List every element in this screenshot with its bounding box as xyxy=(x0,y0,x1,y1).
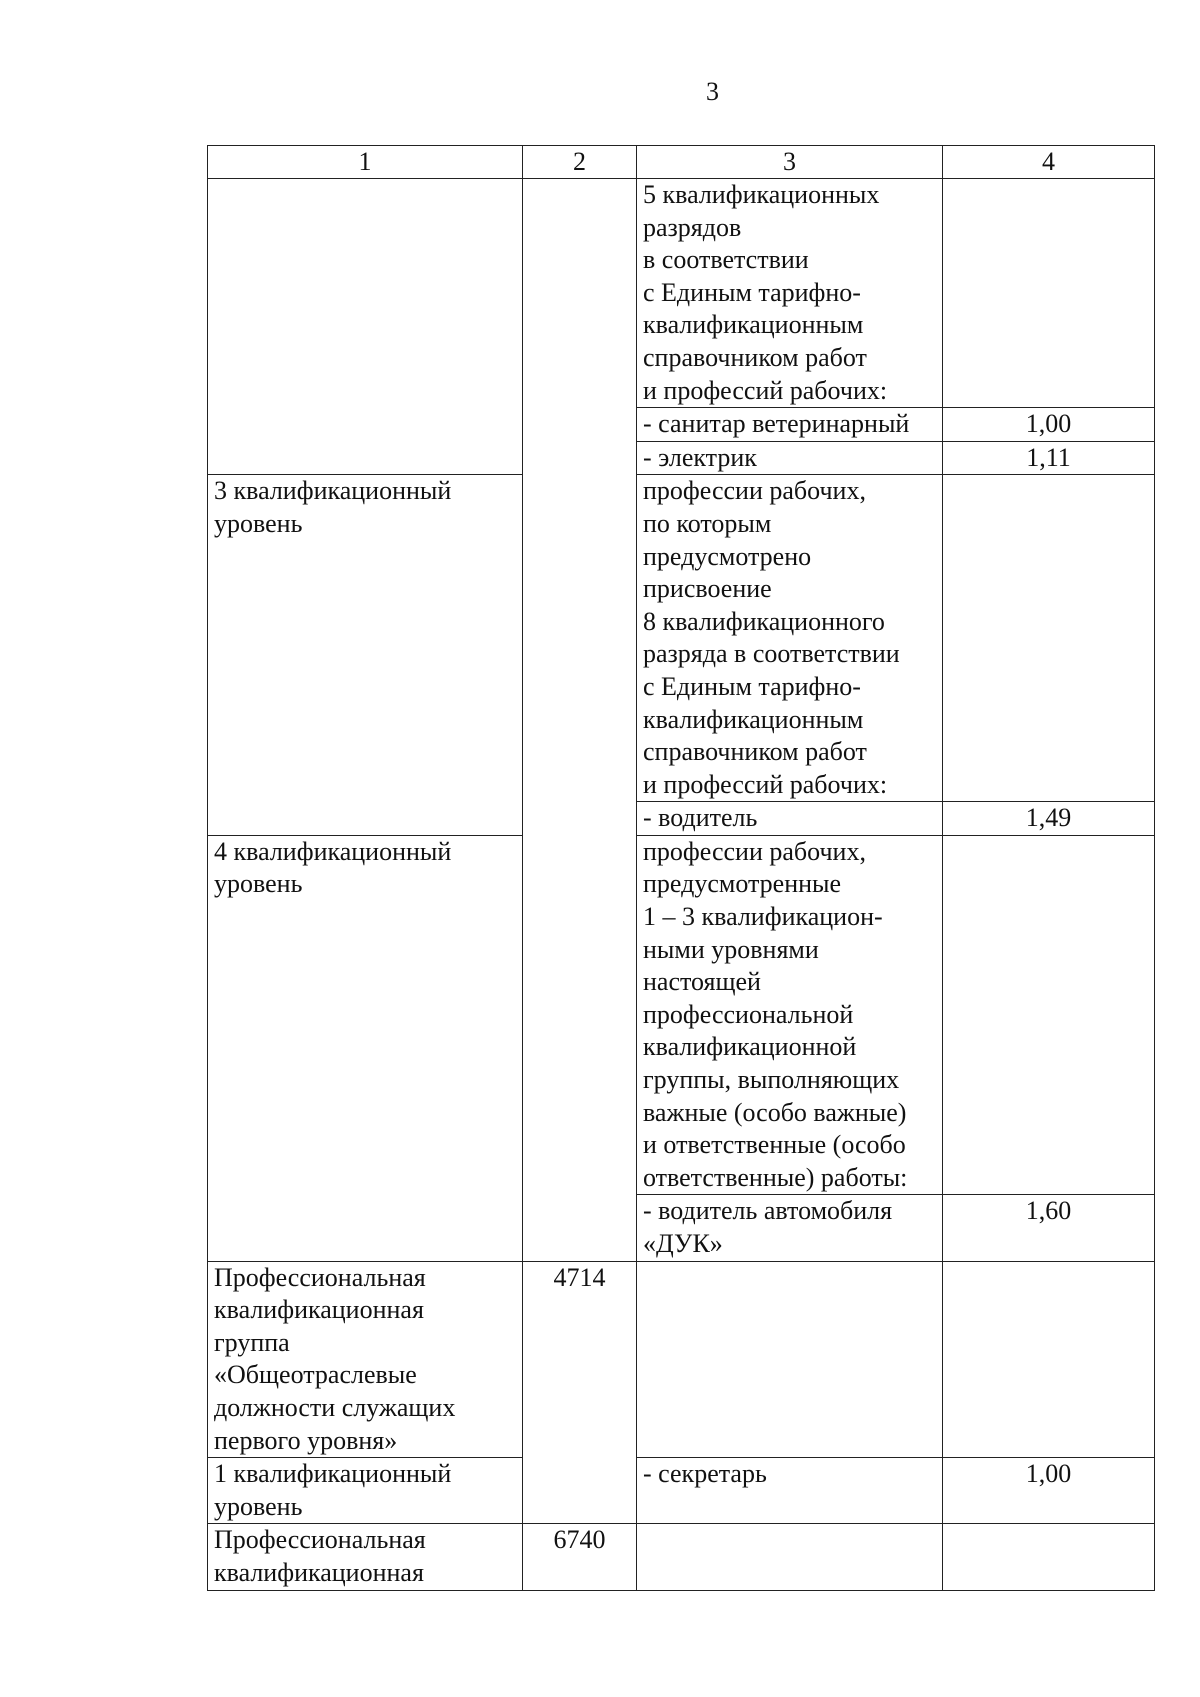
coefficient-cell-empty xyxy=(943,835,1155,1195)
coefficient-cell-empty xyxy=(943,1524,1155,1590)
qualification-table xyxy=(207,145,1155,1591)
table-row xyxy=(208,1261,1155,1458)
qualification-level-cell: 3 квалификационный уровень xyxy=(208,475,523,836)
profession-description-cell: профессии рабочих, предусмотренные 1 – 3 квалификацион- ными уровнями настоящей профессиональной квалификационной группы, выполняющих важные (особо важные) и ответственные (особо ответственные) работы: xyxy=(637,835,943,1195)
table-row xyxy=(208,1458,1155,1524)
profession-cell: - водитель xyxy=(637,802,943,836)
profession-cell: - секретарь xyxy=(637,1458,943,1524)
qualification-group-cell: Профессиональная квалификационная xyxy=(208,1524,523,1590)
qualification-level-cell: 4 квалификационный уровень xyxy=(208,835,523,1261)
profession-cell: - санитар ветеринарный xyxy=(637,408,943,442)
table-header-row xyxy=(208,146,1155,179)
profession-cell-empty xyxy=(637,1524,943,1590)
profession-description-cell: 5 квалификационных разрядов в соответствии с Единым тарифно- квалификационным справочником работ и профессий рабочих: xyxy=(637,179,943,408)
header-col-3: 3 xyxy=(637,146,943,179)
coefficient-cell: 1,00 xyxy=(943,1458,1155,1524)
coefficient-cell: 1,49 xyxy=(943,802,1155,836)
coefficient-cell: 1,60 xyxy=(943,1195,1155,1261)
coefficient-cell-empty xyxy=(943,475,1155,802)
header-col-2: 2 xyxy=(523,146,637,179)
profession-cell-empty xyxy=(637,1261,943,1458)
coefficient-cell-empty xyxy=(943,1261,1155,1458)
group-code-cell: 6740 xyxy=(523,1524,637,1590)
coefficient-cell: 1,11 xyxy=(943,441,1155,475)
qualification-group-cell: Профессиональная квалификационная группа «Общеотраслевые должности служащих первого уровня» xyxy=(208,1261,523,1458)
header-col-4: 4 xyxy=(943,146,1155,179)
table-row xyxy=(208,475,1155,802)
coefficient-cell: 1,00 xyxy=(943,408,1155,442)
table-row xyxy=(208,179,1155,408)
qualification-level-cell: 1 квалификационный уровень xyxy=(208,1458,523,1524)
coefficient-cell-empty xyxy=(943,179,1155,408)
profession-cell: - электрик xyxy=(637,441,943,475)
header-col-1: 1 xyxy=(208,146,523,179)
code-cell-empty xyxy=(523,179,637,1262)
group-code-cell: 4714 xyxy=(523,1261,637,1524)
profession-cell: - водитель автомобиля «ДУК» xyxy=(637,1195,943,1261)
profession-description-cell: профессии рабочих, по которым предусмотрено присвоение 8 квалификационного разряда в соответствии с Единым тарифно- квалификационным справочником работ и профессий рабочих: xyxy=(637,475,943,802)
table-row xyxy=(208,835,1155,1195)
level-cell-empty xyxy=(208,179,523,475)
table-row xyxy=(208,1524,1155,1590)
page-number: 3 xyxy=(706,77,719,106)
